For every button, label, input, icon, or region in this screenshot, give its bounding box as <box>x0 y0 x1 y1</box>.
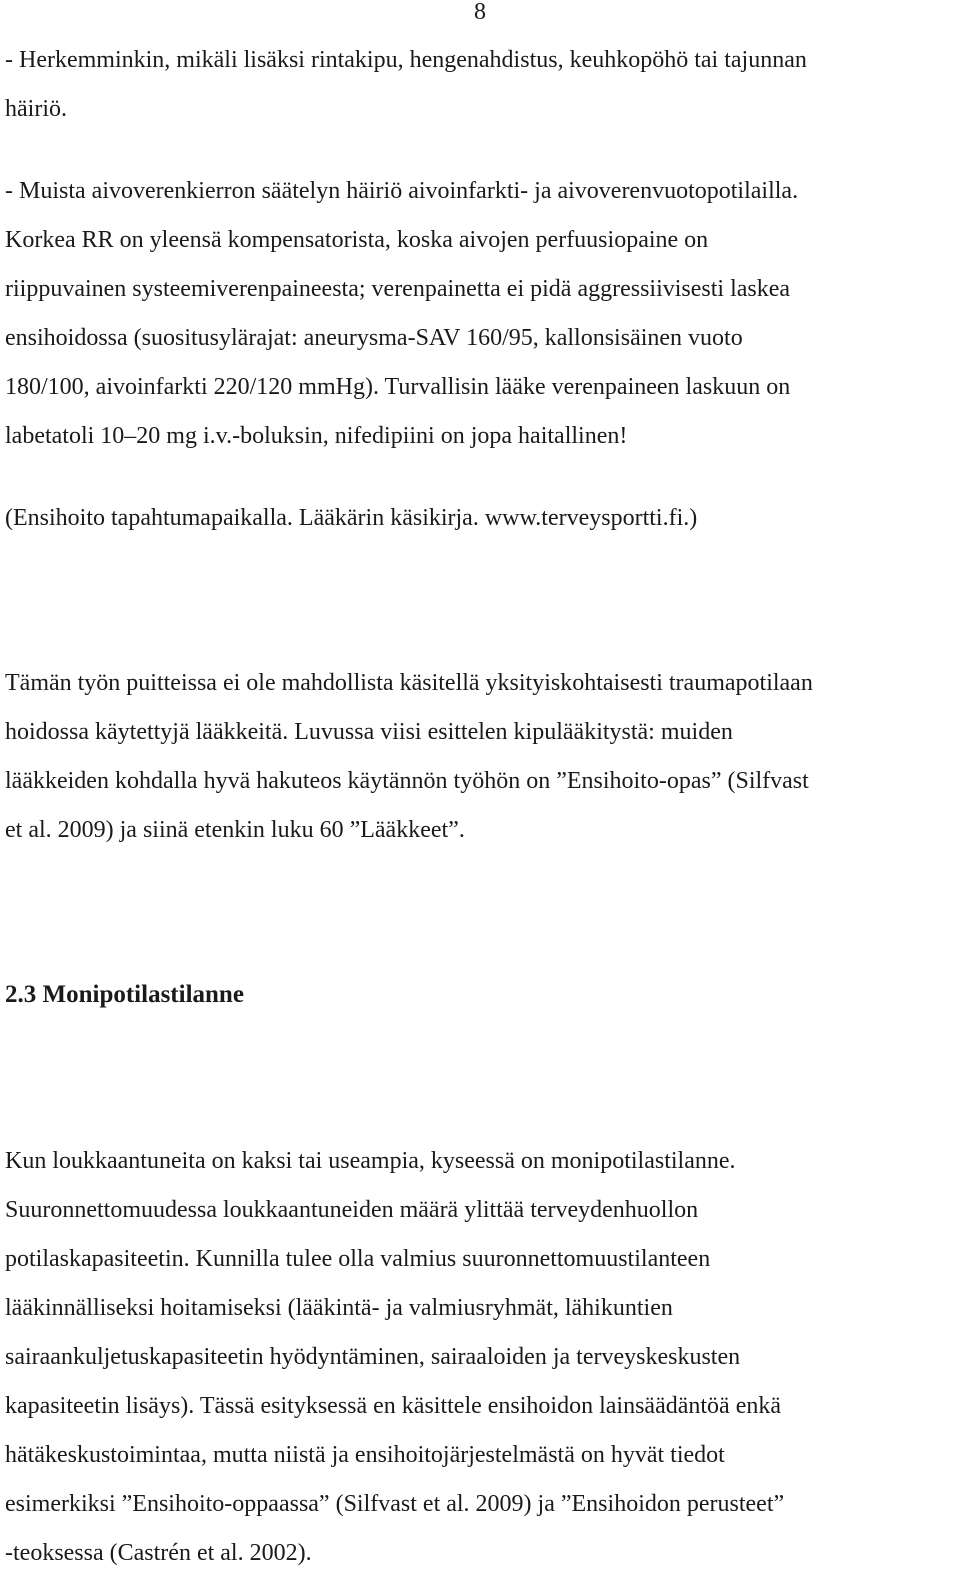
text-line: - Muista aivoverenkierron säätelyn häiriö aivoinfarkti- ja aivoverenvuotopotilailla. <box>5 178 799 204</box>
text-line: Korkea RR on yleensä kompensatorista, koska aivojen perfuusiopaine on <box>5 227 709 253</box>
text-line: Suuronnettomuudessa loukkaantuneiden määrä ylittää terveydenhuollon <box>5 1197 699 1223</box>
text-line: esimerkiksi ”Ensihoito-oppaassa” (Silfvast et al. 2009) ja ”Ensihoidon perusteet” <box>5 1491 785 1517</box>
text-line: et al. 2009) ja siinä etenkin luku 60 ”Lääkkeet”. <box>5 817 465 843</box>
text-line: ensihoidossa (suositusylärajat: aneurysma-SAV 160/95, kallonsisäinen vuoto <box>5 325 743 351</box>
text-line: riippuvainen systeemiverenpaineesta; verenpainetta ei pidä aggressiivisesti laskea <box>5 276 791 302</box>
text-line: lääkinnälliseksi hoitamiseksi (lääkintä- ja valmiusryhmät, lähikuntien <box>5 1295 673 1321</box>
page-number: 8 <box>474 0 486 25</box>
text-line: 180/100, aivoinfarkti 220/120 mmHg). Turvallisin lääke verenpaineen laskuun on <box>5 374 791 400</box>
text-line: labetatoli 10–20 mg i.v.-boluksin, nifedipiini on jopa haitallinen! <box>5 423 628 449</box>
text-line: - Herkemminkin, mikäli lisäksi rintakipu, hengenahdistus, keuhkopöhö tai tajunnan <box>5 47 807 73</box>
text-line: -teoksessa (Castrén et al. 2002). <box>5 1540 312 1566</box>
text-line: hoidossa käytettyjä lääkkeitä. Luvussa viisi esittelen kipulääkitystä: muiden <box>5 719 733 745</box>
text-line: sairaankuljetuskapasiteetin hyödyntäminen, sairaaloiden ja terveyskeskusten <box>5 1344 741 1370</box>
text-line: kapasiteetin lisäys). Tässä esityksessä en käsittele ensihoidon lainsäädäntöä enkä <box>5 1393 782 1419</box>
text-line: Tämän työn puitteissa ei ole mahdollista käsitellä yksityiskohtaisesti traumapotilaan <box>5 670 813 696</box>
text-line: hätäkeskustoimintaa, mutta niistä ja ensihoitojärjestelmästä on hyvät tiedot <box>5 1442 725 1468</box>
text-line: lääkkeiden kohdalla hyvä hakuteos käytännön työhön on ”Ensihoito-opas” (Silfvast <box>5 768 809 794</box>
text-line: häiriö. <box>5 96 67 122</box>
source-citation: (Ensihoito tapahtumapaikalla. Lääkärin käsikirja. www.terveysportti.fi.) <box>5 505 698 531</box>
section-heading: 2.3 Monipotilastilanne <box>5 981 244 1008</box>
text-line: potilaskapasiteetin. Kunnilla tulee olla valmius suuronnettomuustilanteen <box>5 1246 711 1272</box>
text-line: Kun loukkaantuneita on kaksi tai useampia, kyseessä on monipotilastilanne. <box>5 1148 736 1174</box>
